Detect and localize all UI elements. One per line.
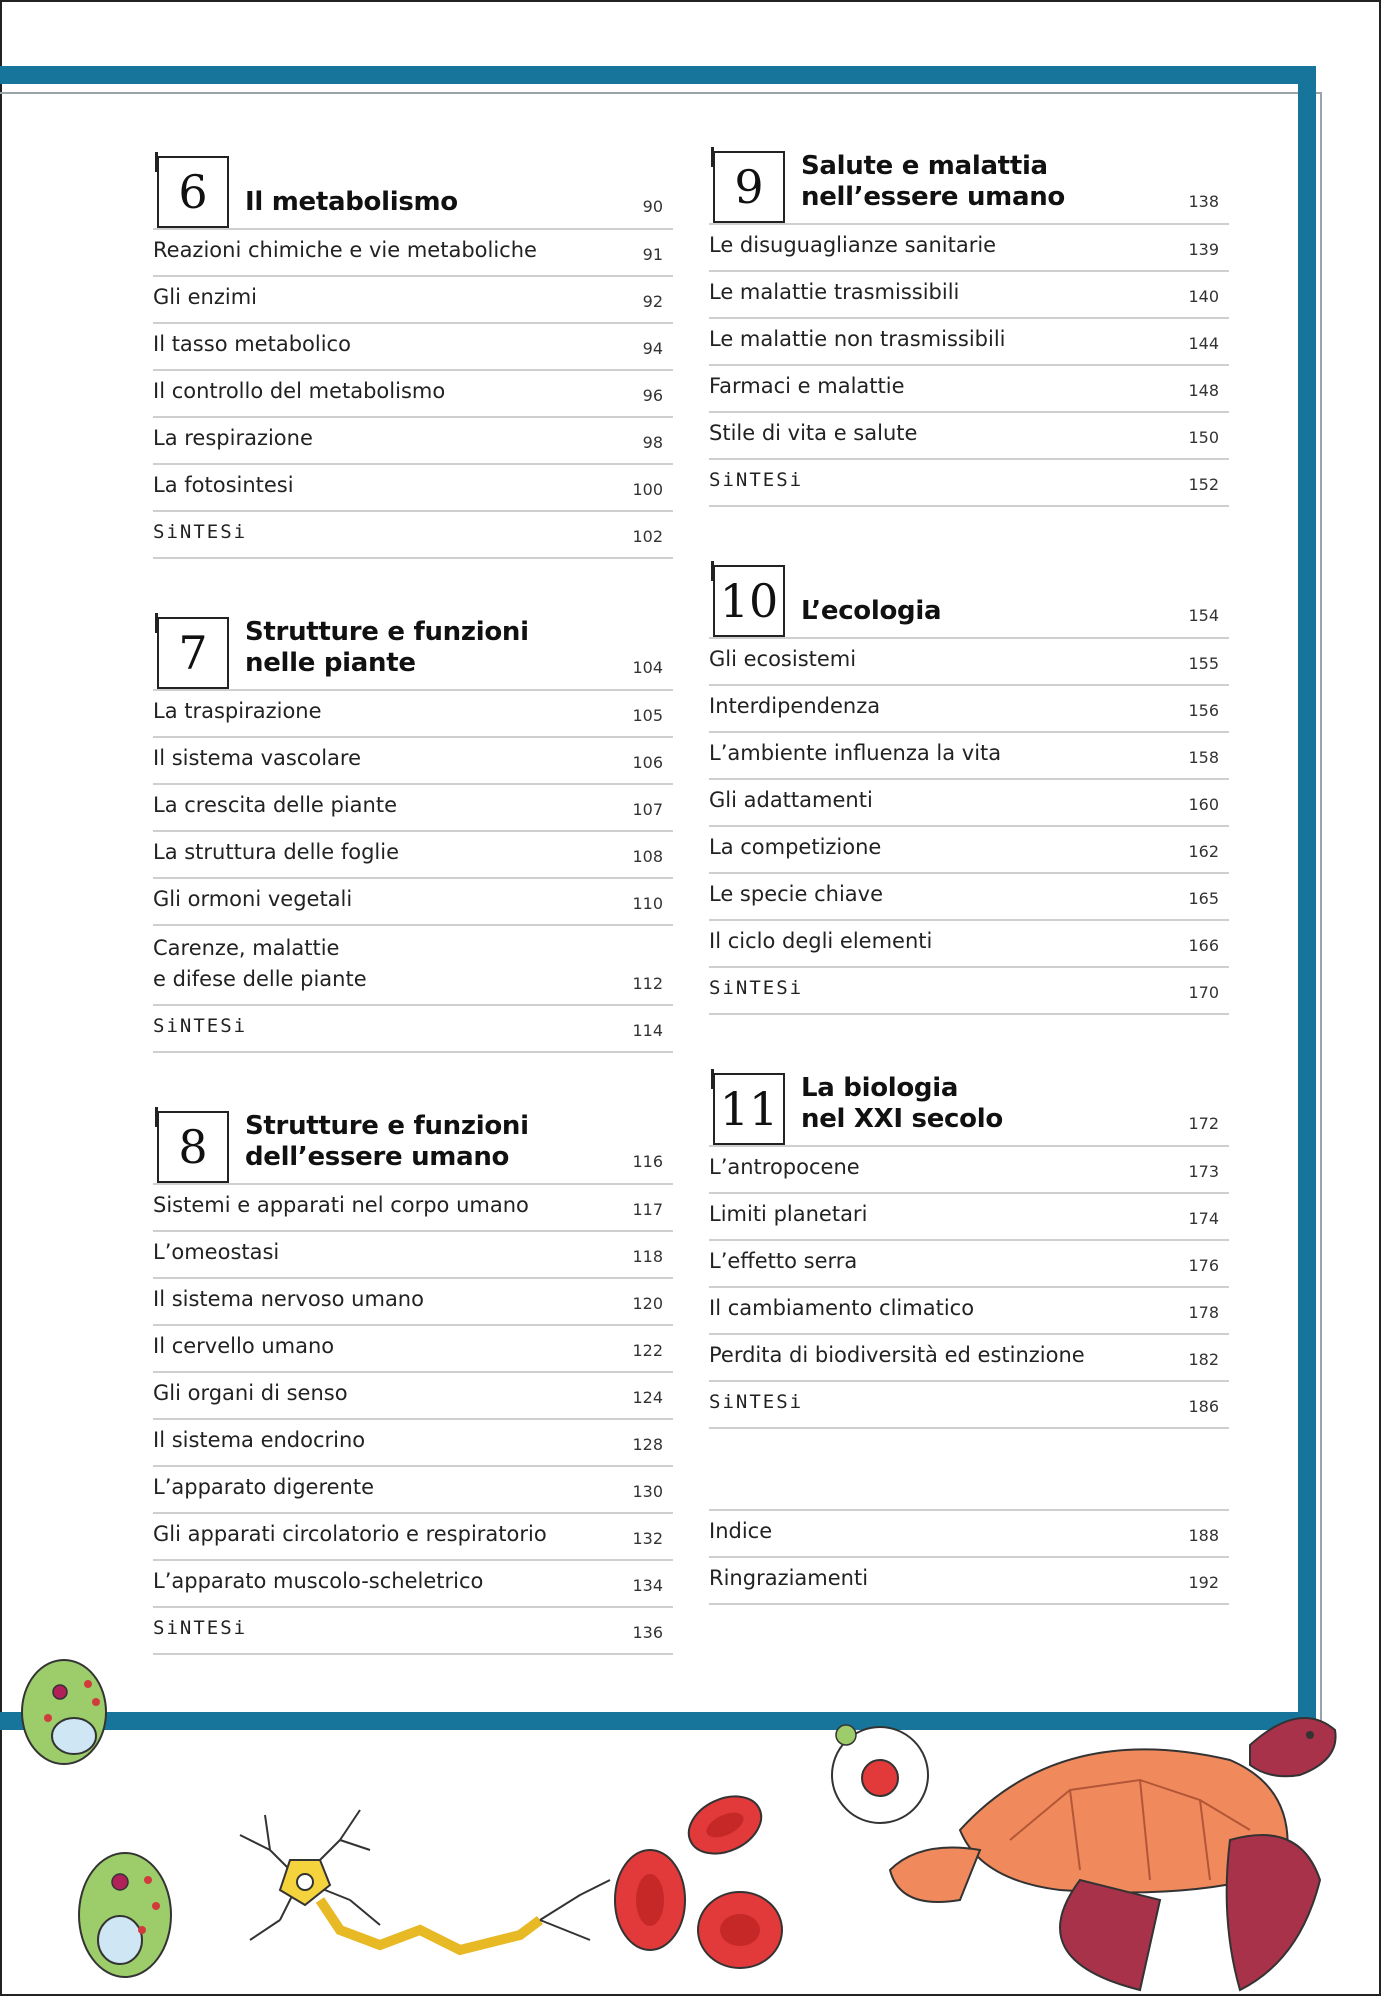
toc-entry[interactable]: Le specie chiave 165	[709, 874, 1229, 921]
toc-entry-sintesi[interactable]: SiNTESi 102	[153, 512, 673, 559]
toc-entry[interactable]: La fotosintesi 100	[153, 465, 673, 512]
toc-entry[interactable]: Il tasso metabolico 94	[153, 324, 673, 371]
chapter-heading[interactable]	[709, 1067, 1229, 1147]
frame-shadow-right	[1320, 92, 1322, 1732]
chapter-number: 8	[157, 1111, 229, 1183]
chapter-title: L’ecologia	[801, 596, 942, 626]
toc-right-column	[709, 145, 1229, 1605]
chapter-page: 138	[1188, 192, 1219, 211]
chapter-title: Strutture e funzioni dell’essere umano	[245, 1111, 529, 1172]
toc-entry[interactable]: L’antropocene 173	[709, 1147, 1229, 1194]
toc-entry-acknowledgements[interactable]: Ringraziamenti 192	[709, 1558, 1229, 1605]
frame-blue-bottom	[0, 1712, 1316, 1730]
toc-entry[interactable]: Interdipendenza 156	[709, 686, 1229, 733]
toc-entry[interactable]: Il ciclo degli elementi 166	[709, 921, 1229, 968]
chapter-title: Strutture e funzioni nelle piante	[245, 617, 529, 678]
toc-left-column	[153, 150, 673, 1655]
toc-entry[interactable]: La traspirazione 105	[153, 691, 673, 738]
toc-entry[interactable]: Il controllo del metabolismo 96	[153, 371, 673, 418]
frame-blue-top	[0, 66, 1316, 84]
toc-entry[interactable]: Gli organi di senso 124	[153, 1373, 673, 1420]
toc-entry[interactable]: Reazioni chimiche e vie metaboliche 91	[153, 230, 673, 277]
frame-blue-right	[1298, 66, 1316, 1730]
toc-entry[interactable]: La competizione 162	[709, 827, 1229, 874]
chapter-7	[153, 611, 673, 1053]
chapter-heading[interactable]	[153, 1105, 673, 1185]
toc-entry[interactable]: Le malattie trasmissibili 140	[709, 272, 1229, 319]
chapter-number: 6	[157, 156, 229, 228]
toc-entry[interactable]: Il sistema endocrino 128	[153, 1420, 673, 1467]
chapter-page: 90	[642, 197, 663, 216]
toc-entry[interactable]: L’ambiente influenza la vita 158	[709, 733, 1229, 780]
toc-entry[interactable]: Sistemi e apparati nel corpo umano 117	[153, 1185, 673, 1232]
toc-entry[interactable]: Carenze, malattie e difese delle piante 112	[153, 926, 673, 1006]
chapter-heading[interactable]	[153, 611, 673, 691]
toc-entry[interactable]: La struttura delle foglie 108	[153, 832, 673, 879]
toc-entry[interactable]: Perdita di biodiversità ed estinzione 182	[709, 1335, 1229, 1382]
chapter-9	[709, 145, 1229, 507]
toc-entry-sintesi[interactable]: SiNTESi 186	[709, 1382, 1229, 1429]
toc-entry[interactable]: Il cervello umano 122	[153, 1326, 673, 1373]
toc-entry[interactable]: L’omeostasi 118	[153, 1232, 673, 1279]
chapter-number: 11	[713, 1073, 785, 1145]
toc-entry[interactable]: La crescita delle piante 107	[153, 785, 673, 832]
toc-entry-sintesi[interactable]: SiNTESi 170	[709, 968, 1229, 1015]
toc-entry[interactable]: L’effetto serra 176	[709, 1241, 1229, 1288]
toc-entry[interactable]: Limiti planetari 174	[709, 1194, 1229, 1241]
chapter-11	[709, 1067, 1229, 1429]
chapter-title: Il metabolismo	[245, 187, 458, 217]
toc-entry[interactable]: La respirazione 98	[153, 418, 673, 465]
toc-entry[interactable]: Il cambiamento climatico 178	[709, 1288, 1229, 1335]
chapter-heading[interactable]	[709, 559, 1229, 639]
toc-entry[interactable]: Gli enzimi 92	[153, 277, 673, 324]
chapter-title: La biologia nel XXI secolo	[801, 1073, 1003, 1134]
toc-entry-sintesi[interactable]: SiNTESi 152	[709, 460, 1229, 507]
chapter-heading[interactable]	[709, 145, 1229, 225]
toc-entry-sintesi[interactable]: SiNTESi 136	[153, 1608, 673, 1655]
chapter-page: 116	[632, 1152, 663, 1171]
toc-entry[interactable]: Le disuguaglianze sanitarie 139	[709, 225, 1229, 272]
frame-shadow-top	[0, 92, 1322, 94]
chapter-page: 104	[632, 658, 663, 677]
toc-entry[interactable]: Gli ecosistemi 155	[709, 639, 1229, 686]
chapter-page: 172	[1188, 1114, 1219, 1133]
chapter-title: Salute e malattia nell’essere umano	[801, 151, 1065, 212]
toc-entry[interactable]: Il sistema vascolare 106	[153, 738, 673, 785]
toc-entry[interactable]: L’apparato digerente 130	[153, 1467, 673, 1514]
chapter-heading[interactable]	[153, 150, 673, 230]
toc-entry-index[interactable]: Indice 188	[709, 1511, 1229, 1558]
toc-entry-sintesi[interactable]: SiNTESi 114	[153, 1006, 673, 1053]
toc-entry[interactable]: Il sistema nervoso umano 120	[153, 1279, 673, 1326]
toc-entry[interactable]: Stile di vita e salute 150	[709, 413, 1229, 460]
chapter-number: 7	[157, 617, 229, 689]
chapter-number: 10	[713, 565, 785, 637]
chapter-number: 9	[713, 151, 785, 223]
toc-entry[interactable]: Farmaci e malattie 148	[709, 366, 1229, 413]
back-matter	[709, 1509, 1229, 1605]
chapter-10	[709, 559, 1229, 1015]
toc-entry[interactable]: Gli apparati circolatorio e respiratorio 132	[153, 1514, 673, 1561]
toc-entry[interactable]: Gli ormoni vegetali 110	[153, 879, 673, 926]
toc-entry[interactable]: Le malattie non trasmissibili 144	[709, 319, 1229, 366]
chapter-6	[153, 150, 673, 559]
toc-entry[interactable]: L’apparato muscolo-scheletrico 134	[153, 1561, 673, 1608]
chapter-8	[153, 1105, 673, 1655]
chapter-page: 154	[1188, 606, 1219, 625]
toc-entry[interactable]: Gli adattamenti 160	[709, 780, 1229, 827]
